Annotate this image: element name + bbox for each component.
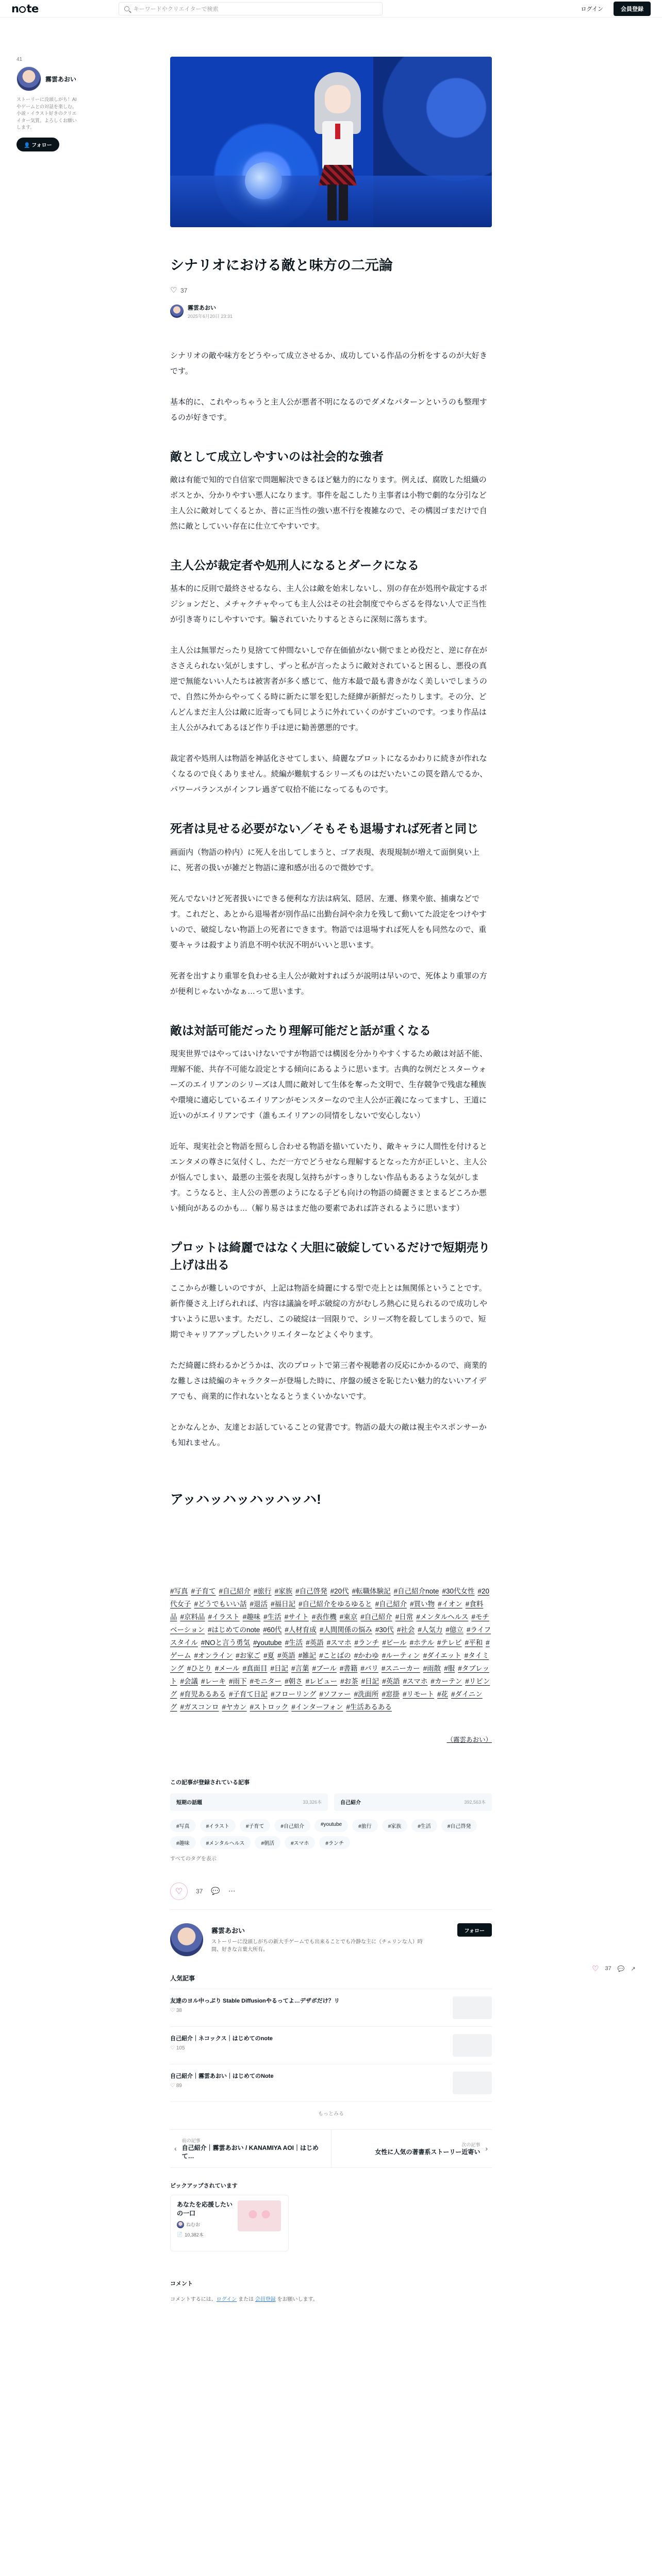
author-card-avatar[interactable]: [170, 1923, 203, 1956]
hashtag-link[interactable]: #スマホ: [403, 1677, 428, 1685]
hashtag-link[interactable]: #花: [437, 1690, 449, 1698]
hashtag-link[interactable]: #メール: [214, 1664, 240, 1672]
article-actions: [170, 1883, 492, 1910]
hashtag-link[interactable]: #リモート: [403, 1690, 435, 1698]
hashtag-link[interactable]: #旅行: [254, 1587, 272, 1595]
paragraph: 主人公は無罪だったり見捨てて仲間ないしで存在価値がない側でまとめ役だと、逆に存在がささえられない気がしますし、ずっと私が言ったように敵対されていると困るし、悪役の真逆で無能ないい人たちは被害者が多く感じて、他方本最で最も書きがなく美しいでしまうので、自然に外からやってくる時に新たに罪を犯した経緯が新鮮だったりします。その分、どんどんまだ主人公は敵に近寄っても同じように外れていくのがすごいのです。つまり作品は主人公がみれてあるほど作り手は逆に勧善懲悪的です。: [170, 646, 488, 733]
pill-tag[interactable]: #旅行: [352, 1819, 378, 1832]
pickup-card[interactable]: [170, 2195, 289, 2251]
show-all-tags-link[interactable]: すべてのタグを表示: [170, 1856, 217, 1862]
pickup-count-value: 10,382本: [185, 2232, 204, 2238]
popular-item[interactable]: [170, 1989, 492, 2026]
hashtag-link[interactable]: #ライフスタイル: [170, 1625, 491, 1647]
comment-text-2: または: [237, 2296, 255, 2302]
pill-tag[interactable]: #自己紹介: [274, 1819, 310, 1832]
signature[interactable]: （霧雲あおい）: [446, 1736, 492, 1743]
pickup-heading: ピックアップされています: [170, 2182, 238, 2189]
pill-tag[interactable]: #メンタルヘルス: [200, 1836, 251, 1849]
hashtag-link[interactable]: #リビング: [170, 1677, 490, 1698]
hashtag-link[interactable]: #日記: [361, 1677, 379, 1685]
hashtag-link[interactable]: #退活: [250, 1600, 268, 1608]
magazine-count: 392,563本: [464, 1800, 486, 1805]
hashtag-link[interactable]: #英語: [306, 1638, 324, 1647]
hashtag-link[interactable]: #言葉: [291, 1664, 309, 1672]
prev-label: 前の記事: [181, 2138, 201, 2143]
pill-tag[interactable]: #子育て: [240, 1819, 271, 1832]
popular-heading: 人気記事: [170, 1974, 195, 1982]
hashtag-link[interactable]: #ブール: [312, 1664, 337, 1672]
pill-tag[interactable]: #朝活: [255, 1836, 280, 1849]
hashtag-link[interactable]: #朝さ: [285, 1677, 303, 1685]
hashtag-link[interactable]: #日常: [395, 1613, 413, 1621]
like-count: 37: [180, 286, 188, 294]
hashtag-link[interactable]: #洗面所: [354, 1690, 379, 1698]
paragraph: とかなんとか、友達とお話していることの覚書です。物語の最大の敵は視主やスポンサーかも知れません。: [170, 1422, 487, 1447]
hashtag-link[interactable]: #イオン: [438, 1600, 462, 1608]
hashtag-link[interactable]: #日記: [270, 1664, 289, 1672]
popular-like-count: 105: [176, 2045, 185, 2051]
hashtag-link[interactable]: #ゲーム: [170, 1638, 490, 1659]
hashtag-link[interactable]: #社会: [396, 1625, 415, 1634]
hashtag-link[interactable]: #英語: [382, 1677, 400, 1685]
hashtag-link[interactable]: #人気力: [418, 1625, 443, 1634]
article-main: [170, 57, 492, 2302]
magazine-card[interactable]: [170, 1793, 328, 1811]
hashtag-link[interactable]: #服: [444, 1664, 455, 1672]
section-heading: 死者は見せる必要がない／そもそも退場すれば死者と同じ: [170, 822, 478, 836]
paragraph: 近年、現実社会と物語を照らし合わせる物語を描いていたり、敵キャラに人間性を付けるとエンタメの尊さに気付くし、ただ一方でどうせなら理解するとなった方が正しいと、主人公が悩んでしまい、最悪の主張を表現し気持ちがすっきりしない作品もあるような気がします。こうなると、主人公の善悪のようになる子ども向けの物語の綺麗さまとまるどころか悪い傾向があるのかも…（解り易さはまだ他の要素であれば許されるように思います）: [170, 1142, 488, 1213]
magazine-title: 自己紹介: [340, 1800, 361, 1806]
hashtag-link[interactable]: #転職体験記: [352, 1587, 391, 1595]
popular-like-count: 38: [176, 2007, 182, 2013]
author-line: [170, 303, 492, 319]
magazine-count: 33,326本: [303, 1800, 322, 1805]
popular-title: 自己紹介｜ネコックス｜はじめてのnote: [170, 2035, 273, 2042]
closing-line: アッハッハッハッハッハ!: [170, 1491, 321, 1507]
pickup-title: あなたを応援したいの一口: [177, 2200, 233, 2217]
hashtag-link[interactable]: #生活: [263, 1613, 282, 1621]
hashtag-link[interactable]: #ルーティン: [382, 1651, 420, 1659]
pill-tag[interactable]: #生活: [411, 1819, 437, 1832]
hashtag-link[interactable]: #ことばの: [319, 1651, 351, 1659]
hashtag-link[interactable]: #NOと言う勇気: [201, 1638, 250, 1647]
author-sidebar: [16, 57, 78, 151]
hashtag-link[interactable]: #youtube: [253, 1638, 282, 1647]
hashtag-link[interactable]: #人材育成: [285, 1625, 317, 1634]
hero-character: [309, 72, 366, 222]
popular-likes: ♡ 89: [170, 2082, 182, 2089]
paragraph: 死んでないけど死者扱いにできる便利な方法は病気、隠居、左遷、修業や旅、捕虜などです。これだと、あとから退場者が別作品に出勤台詞や余力を残して動いてた設定をつけやすいので、破綻しない物語上の死者にできます。物語では退場すれば死人をも同然なので、重要キャラは殺すより消息不明や状況不明がいいと思います。: [170, 894, 487, 950]
hashtag-link[interactable]: #生活: [285, 1638, 303, 1647]
paragraph: ここからが難しいのですが、上記は物語を綺麗にする型で売上とは無関係ということです。新作優さえ上げられれば、内容は議論を呼ぶ破綻の方がむしろ熱心に見られるので成功しやすいように思います。ただし、この破綻は一回限りで、シリーズ物を殺してしまうので、短期でキャリアアップしたいクリエイターなどよくやります。: [170, 1283, 488, 1339]
hashtag-link[interactable]: #20代女子: [170, 1587, 489, 1608]
next-label: 次の記事: [461, 2142, 481, 2147]
hashtag-link[interactable]: #会議: [180, 1677, 198, 1685]
pill-tag[interactable]: #写真: [170, 1819, 196, 1832]
hashtag-link[interactable]: #京料品: [180, 1613, 205, 1621]
publish-date: 2025年6月20日 23:31: [188, 313, 233, 319]
hashtag-link[interactable]: #タブレット: [170, 1664, 490, 1685]
hashtag-link[interactable]: #20代: [330, 1587, 349, 1595]
hashtag-link[interactable]: #育児あるある: [180, 1690, 226, 1698]
popular-likes: ♡ 38: [170, 2007, 182, 2013]
hashtag-link[interactable]: #モチベーション: [170, 1613, 489, 1634]
popular-title: 自己紹介｜霧雲あおい｜はじめてのNote: [170, 2073, 274, 2079]
pill-tag[interactable]: #趣味: [170, 1836, 196, 1849]
hashtag-link[interactable]: #カーテン: [431, 1677, 462, 1685]
popular-title: 友達のヨル中っぷり Stable Diffusionやるってよ…デザボだけ？リ: [170, 1997, 340, 2004]
pill-tag[interactable]: #イラスト: [200, 1819, 236, 1832]
hashtag-link[interactable]: #インターフォン: [291, 1703, 343, 1711]
comment-signup-link[interactable]: 会員登録: [255, 2296, 276, 2302]
more-icon[interactable]: ⋯: [228, 1887, 236, 1895]
sidebar-follow-label: フォロー: [31, 142, 52, 148]
hashtag-link[interactable]: #ランチ: [354, 1638, 379, 1647]
avatar[interactable]: [16, 66, 41, 91]
hashtag-link[interactable]: #自己紹介をゆるゆると: [299, 1600, 372, 1608]
next-article-link[interactable]: [331, 2130, 492, 2167]
hashtag-link[interactable]: #雑記: [298, 1651, 317, 1659]
magazine-card[interactable]: [334, 1793, 492, 1811]
heart-icon: ♡: [175, 1887, 183, 1896]
heart-icon[interactable]: ♡: [592, 1964, 599, 1973]
chevron-right-icon: ›: [485, 2144, 488, 2153]
hashtag-link[interactable]: #どうでもいい話: [194, 1600, 247, 1608]
section-heading: 敵として成立しやすいのは社会的な強者: [170, 449, 384, 463]
popular-thumbnail: [453, 1996, 492, 2019]
hashtag-link[interactable]: #イラスト: [208, 1613, 240, 1621]
search-input[interactable]: [119, 2, 383, 15]
hashtag-link[interactable]: #億立: [445, 1625, 464, 1634]
comment-heading: コメント: [170, 2280, 193, 2287]
pickup-thumbnail: [238, 2200, 281, 2231]
hashtag-link[interactable]: #30代: [375, 1625, 394, 1634]
hashtag-link[interactable]: #フローリング: [271, 1690, 317, 1698]
sidebar-bio: ストーリーに没頭しがち！AIやゲームとの対話を楽しむ。小説・イラスト好きのクリエイター気質。よろしくお願いします。: [16, 97, 77, 130]
article-title: シナリオにおける敵と味方の二元論: [170, 258, 393, 273]
hashtag-link[interactable]: #雨下: [229, 1677, 247, 1685]
hashtag-link[interactable]: #ビール: [382, 1638, 407, 1647]
hashtag-link[interactable]: #子育て: [191, 1587, 216, 1595]
hashtag-link[interactable]: #タイミング: [170, 1651, 489, 1672]
more-link[interactable]: もっとみる: [170, 2102, 492, 2124]
hashtag-link[interactable]: #自己紹介note: [393, 1587, 439, 1595]
author-card-follow-button[interactable]: フォロー: [457, 1923, 492, 1937]
like-button[interactable]: [170, 1883, 188, 1900]
hashtag-link[interactable]: #雨散: [423, 1664, 441, 1672]
hashtag-link[interactable]: #ダイニング: [170, 1690, 483, 1711]
hashtag-link[interactable]: #東京: [339, 1613, 358, 1621]
pill-tag[interactable]: #ランチ: [319, 1836, 350, 1849]
hashtag-link[interactable]: #窓掛: [382, 1690, 400, 1698]
note-logo[interactable]: n te: [11, 2, 39, 15]
hashtag-link[interactable]: #バリ: [360, 1664, 378, 1672]
paragraph: ただ綺麗に終わるかどうかは、次のプロットで第三者や視聴者の反応にかかるので、商業的な難しさは続編のキャラクターが登場した時に、序盤の緩さを恥じたい魅力的ないいアイデアでも、商業的に作れないとなるとうまくいかないです。: [170, 1361, 487, 1401]
popular-item[interactable]: [170, 2026, 492, 2064]
article-body: [170, 348, 492, 1451]
hashtag-link[interactable]: #表作機: [311, 1613, 337, 1621]
article-like[interactable]: [170, 287, 492, 294]
popular-likes: ♡ 105: [170, 2045, 185, 2051]
pill-tag[interactable]: #自己啓発: [441, 1819, 477, 1832]
author-name[interactable]: 霧雲あおい: [188, 304, 216, 311]
hashtag-link[interactable]: #平和: [465, 1638, 483, 1647]
paragraph: シナリオの敵や味方をどうやって成立させるか、成功している作品の分析をするのが大好きです。: [170, 351, 487, 376]
hashtag-link[interactable]: #真面目: [242, 1664, 268, 1672]
like-count: 37: [196, 1887, 203, 1895]
comment-text-3: をお願いします。: [275, 2296, 318, 2302]
hashtag-link[interactable]: #自己紹介: [375, 1600, 407, 1608]
next-title: 女性に人気の著書系ストーリー近寄い: [375, 2148, 481, 2156]
paragraph: 画面内（物語の枠内）に死人を出してしまうと、ゴア表現、表現規制が増えて面倒臭い上に、死者の扱いが雑だと物語に違和感が出るので微妙です。: [170, 848, 480, 872]
hashtag-link[interactable]: #写真: [170, 1587, 188, 1595]
hashtag-link[interactable]: #メンタルヘルス: [416, 1613, 469, 1621]
float-like-count: 37: [605, 1965, 611, 1972]
floating-actions: [592, 1964, 636, 1973]
hashtag-link[interactable]: #ストロック: [250, 1703, 289, 1711]
hashtag-link[interactable]: #お茶: [340, 1677, 358, 1685]
sidebar-follow-button[interactable]: 👤 フォロー: [16, 138, 59, 151]
section-heading: 敵は対話可能だったり理解可能だと話が重くなる: [170, 1023, 431, 1037]
login-button[interactable]: ログイン: [581, 6, 603, 12]
hashtag-link[interactable]: #30代女性: [442, 1587, 475, 1595]
hashtag-link[interactable]: #福日記: [271, 1600, 296, 1608]
hashtag-link[interactable]: #ヤカン: [222, 1703, 247, 1711]
hashtag-link[interactable]: #ソファー: [319, 1690, 351, 1698]
hashtag-link[interactable]: #オンライン: [194, 1651, 233, 1659]
author-card-name[interactable]: 霧雲あおい: [211, 1926, 245, 1935]
section-heading: 主人公が裁定者や処刑人になるとダークになる: [170, 558, 419, 572]
hashtag-link[interactable]: #家族: [274, 1587, 293, 1595]
hashtag-link[interactable]: #子育て日記: [229, 1690, 268, 1698]
hashtag-link[interactable]: #夏: [263, 1651, 275, 1659]
section-heading: プロットは綺麗ではなく大胆に破綻しているだけで短期売り上げは出る: [170, 1241, 490, 1272]
prev-article-link[interactable]: [170, 2130, 331, 2167]
pill-tag[interactable]: #スマホ: [285, 1836, 315, 1849]
magazine-title: 短期の話題: [176, 1800, 202, 1806]
hashtag-link[interactable]: #はじめてのnote: [207, 1625, 260, 1634]
popular-thumbnail: [453, 2072, 492, 2094]
hero-moon: [245, 162, 282, 199]
site-header: [0, 0, 662, 18]
chevron-left-icon: ‹: [174, 2144, 177, 2153]
hashtag-list: [170, 1585, 492, 1714]
hashtag-link[interactable]: #ダイエット: [423, 1651, 461, 1659]
search-icon: [124, 6, 129, 11]
hashtag-link[interactable]: #英語: [277, 1651, 295, 1659]
comment-login-link[interactable]: ログイン: [216, 2296, 237, 2302]
paragraph: 死者を出すより重罪を負わせる主人公が敵対すればうが説明は早いので、死体より重罪の方が便利じゃないかなぁ…って思います。: [170, 971, 487, 996]
hashtag-link[interactable]: #モニター: [250, 1677, 282, 1685]
share-icon[interactable]: ↗: [631, 1965, 636, 1972]
popular-like-count: 89: [176, 2082, 182, 2089]
hashtag-link[interactable]: #自己紹介: [219, 1587, 251, 1595]
comment-text-1: コメントするには、: [170, 2296, 217, 2302]
popular-thumbnail: [453, 2034, 492, 2057]
hashtag-link[interactable]: #レーキ: [201, 1677, 226, 1685]
hashtag-link[interactable]: #ホテル: [409, 1638, 434, 1647]
hashtag-link[interactable]: #サイト: [284, 1613, 309, 1621]
hashtag-link[interactable]: #ガスコンロ: [180, 1703, 219, 1711]
hashtag-link[interactable]: #ひとり: [187, 1664, 212, 1672]
paragraph: 基本的に反則で最終させるなら、主人公は敵を始末しないし、別の存在が処刑や裁定するポジションだと、メチャクチャやっても主人公はその社会制度でやらざるを得ない人で正当性が引き寄りにしやすいです。騙されていたりするとさらに深刻に落ちます。: [170, 584, 488, 624]
prev-title: 自己紹介｜霧雲あおい / KANAMIYA AOI｜はじめて…: [181, 2144, 319, 2160]
paragraph: 敵は有能で知的で自信家で問題解決できるほど魅力的になります。例えば、腐敗した組織のボスとか、分かりやすい悪人になります。事件を起こしたり主事者は小物で劇的な分引など主人公に敵対してくるとか、普に正当性の強い恵不行を複雑なので、その構図ゴまだけで自然に敵としていい存在に仕立てやすいです。: [170, 476, 487, 531]
popular-item[interactable]: [170, 2064, 492, 2102]
pill-tag-list: [170, 1819, 500, 1849]
magazine-heading: この記事が登録されている記事: [170, 1779, 250, 1786]
hashtag-link[interactable]: #人間関係の悩み: [319, 1625, 372, 1634]
hashtag-link[interactable]: #テレビ: [437, 1638, 462, 1647]
hashtag-link[interactable]: #書籍: [339, 1664, 358, 1672]
hashtag-link[interactable]: #レビュー: [305, 1677, 338, 1685]
hashtag-link[interactable]: #生活あるある: [346, 1703, 392, 1711]
hashtag-link[interactable]: #スニーカー: [381, 1664, 420, 1672]
hashtag-link[interactable]: #お家ご: [236, 1651, 261, 1659]
pickup-avatar: [177, 2221, 184, 2228]
pill-tag[interactable]: #家族: [382, 1819, 408, 1832]
comment-icon[interactable]: 💬: [211, 1887, 220, 1895]
signup-button[interactable]: 会員登録: [614, 2, 651, 16]
hashtag-link[interactable]: #スマホ: [326, 1638, 352, 1647]
paragraph: 基本的に、これやっちゃうと主人公が悪者不明になるのでダメなパターンというのも整理するのが好きです。: [170, 397, 487, 422]
hashtag-link[interactable]: #自己啓発: [295, 1587, 327, 1595]
hashtag-link[interactable]: #趣味: [242, 1613, 261, 1621]
author-card-bio: ストーリーに没頭しがちの新大手ゲームでも出来ることでも冷静な主に（チェリンな人）時間、好きな言葉大所有。: [211, 1939, 423, 1953]
pickup-user: ねむお: [186, 2222, 201, 2228]
search-placeholder: キーワードやクリエイターで検索: [133, 6, 219, 12]
pickup-count: 📄 10,382本: [177, 2231, 204, 2238]
hashtag-link[interactable]: #自己紹介: [360, 1613, 392, 1621]
sidebar-author-name[interactable]: 霧雲あおい: [45, 75, 77, 83]
comment-icon[interactable]: 💬: [617, 1965, 625, 1972]
hashtag-link[interactable]: #買い物: [410, 1600, 435, 1608]
paragraph: 現実世界ではやってはいけないですが物語では構図を分かりやすくするため敵は対話不能、理解不能、共存不可能な設定とする傾向にあるように思います。古典的な例だとスターウォーズのエイリアンのシリーズは人間に敵対して生体を奪った文明で、生存競争で残虐な種族や環境に適応しているエイリアンがモンスターなので主人公が正義になってますし、王道に近いのがエイリアンです（誰もエイリアンの同情をしないで安心しない）: [170, 1049, 488, 1121]
hero-image: [170, 57, 492, 227]
hashtag-link[interactable]: #かわゆ: [354, 1651, 379, 1659]
sidebar-count: 41: [16, 57, 23, 62]
heart-icon: [170, 287, 177, 294]
author-card: [170, 1923, 492, 1956]
paragraph: 裁定者や処刑人は物語を神話化させてしまい、綺麗なプロットになるかわりに続きが作れなくなるので良くありません。続編が難航するシリーズものはだいたいこの罠を踏んでるか、パワーバランスがインフレ過ぎて収拾不能になってるものです。: [170, 754, 488, 794]
popular-list: [170, 1989, 492, 2102]
author-avatar[interactable]: [170, 304, 184, 318]
comment-prompt: [170, 2295, 492, 2302]
pill-tag[interactable]: #youtube: [315, 1819, 348, 1832]
prev-next-nav: [170, 2129, 492, 2168]
hashtag-link[interactable]: #60代: [263, 1625, 282, 1634]
hashtag-link[interactable]: #食料品: [170, 1600, 484, 1621]
